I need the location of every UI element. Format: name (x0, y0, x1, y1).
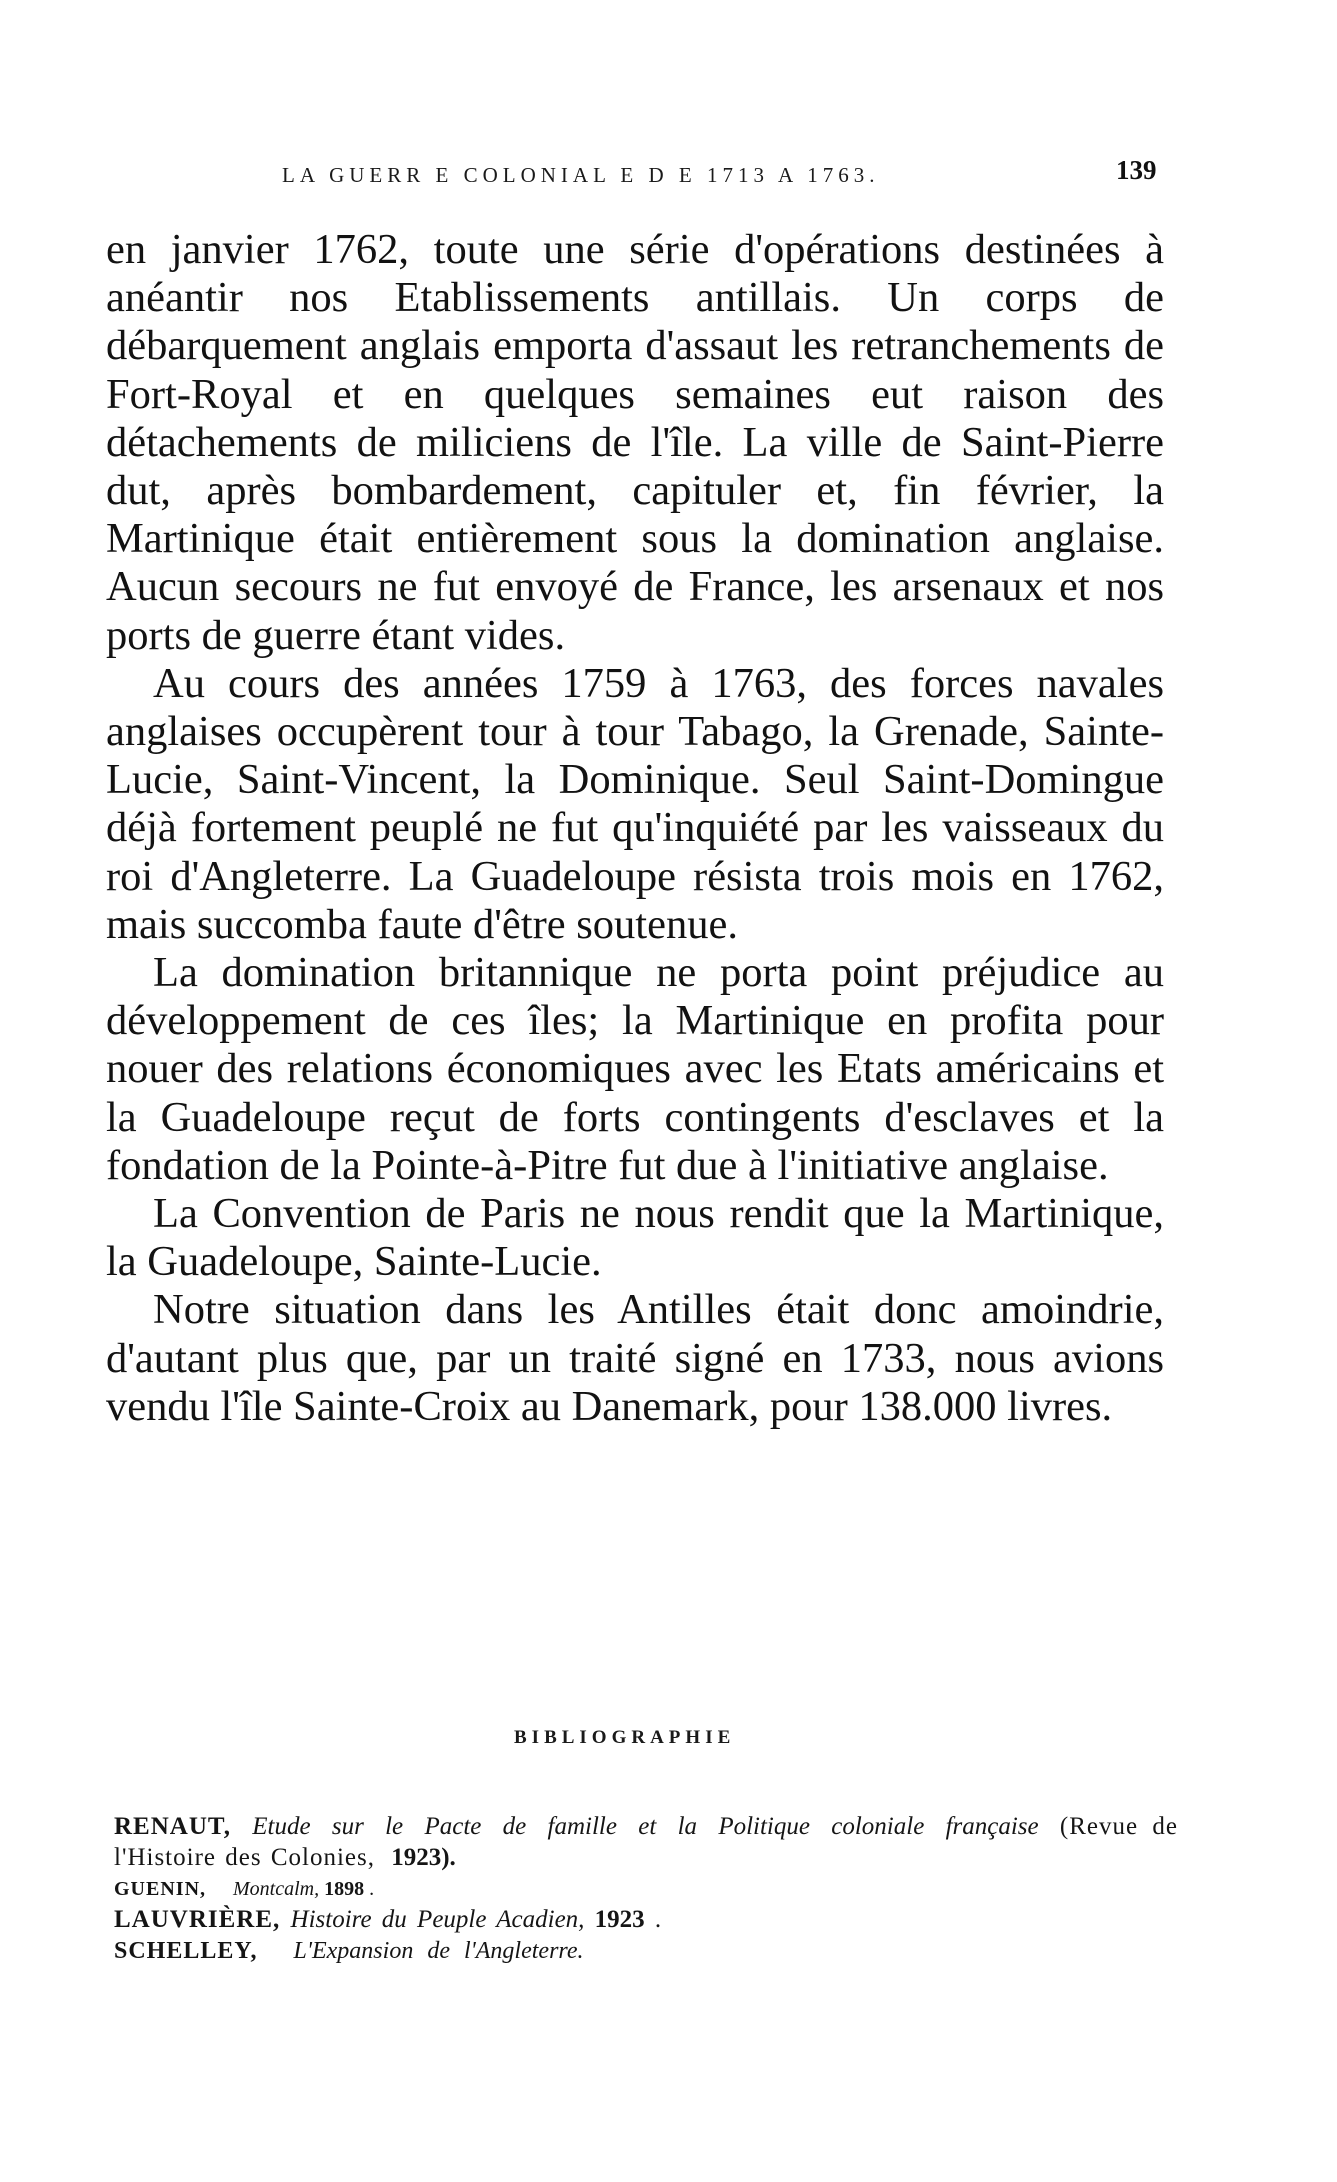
running-header: LA GUERR E COLONIAL E D E 1713 A 1763. (282, 163, 880, 187)
bib-year: 1923). (391, 1844, 456, 1871)
paragraph-5: Notre situation dans les Antilles était donc amoindrie, d'autant plus que, par un traité signé en 1733, nous avions vendu l'île Sainte-Croix au Danemark, pour 138.000 livres. (106, 1286, 1164, 1430)
bibliography-entry (114, 1904, 1178, 1936)
bib-title: Histoire du Peuple Acadien, (290, 1906, 585, 1933)
bibliography-entry (114, 1936, 1178, 1967)
bib-title: Montcalm, (233, 1878, 320, 1900)
paragraph-1: en janvier 1762, toute une série d'opérations destinées à anéantir nos Etablissements antillais. Un corps de débarquement anglais emporta d'assaut les retranchements de Fort-Royal et en quelques semaines eut raison des détachements de miliciens de l'île. La ville de Saint-Pierre dut, après bombardement, capituler et, fin février, la Martinique était entièrement sous la domination anglaise. Aucun secours ne fut envoyé de France, les arsenaux et nos ports de guerre étant vides. (106, 226, 1164, 659)
bib-year: 1898 (324, 1878, 365, 1900)
page-number: 139 (1116, 155, 1157, 185)
bib-note: (Revue de l'Histoire des Colonies, (114, 1813, 1179, 1871)
bibliography-heading: BIBLIOGRAPHIE (514, 1727, 736, 1748)
bib-title: L'Expansion de l'Angleterre. (293, 1938, 584, 1964)
bib-author: SCHELLEY, (114, 1938, 258, 1964)
paragraph-4: La Convention de Paris ne nous rendit que la Martinique, la Guadeloupe, Sainte-Lucie. (106, 1190, 1164, 1286)
bib-author: LAUVRIÈRE, (114, 1906, 281, 1933)
main-text (106, 226, 1164, 1431)
bibliography-entry (114, 1875, 1178, 1903)
bib-author: RENAUT, (114, 1813, 231, 1840)
paragraph-2: Au cours des années 1759 à 1763, des forces navales anglaises occupèrent tour à tour Tabago, la Grenade, Sainte-Lucie, Saint-Vincent, la Dominique. Seul Saint-Domingue déjà fortement peuplé ne fut qu'inquiété par les vaisseaux du roi d'Angleterre. La Guadeloupe résista trois mois en 1762, mais succomba faute d'être soutenue. (106, 659, 1164, 948)
bib-trailing: . (654, 1906, 662, 1933)
paragraph-3: La domination britannique ne porta point préjudice au développement de ces îles; la Martinique en profita pour nouer des relations économiques avec les Etats américains et la Guadeloupe reçut de forts contingents d'esclaves et la fondation de la Pointe-à-Pitre fut due à l'initiative anglaise. (106, 949, 1164, 1189)
bibliography-list (114, 1811, 1178, 1967)
bib-trailing: . (369, 1878, 375, 1900)
bib-author: GUENIN, (114, 1878, 207, 1900)
bib-title: Etude sur le Pacte de famille et la Politique coloniale française (252, 1813, 1039, 1840)
bibliography-entry (114, 1811, 1178, 1873)
bib-year: 1923 (594, 1906, 645, 1933)
